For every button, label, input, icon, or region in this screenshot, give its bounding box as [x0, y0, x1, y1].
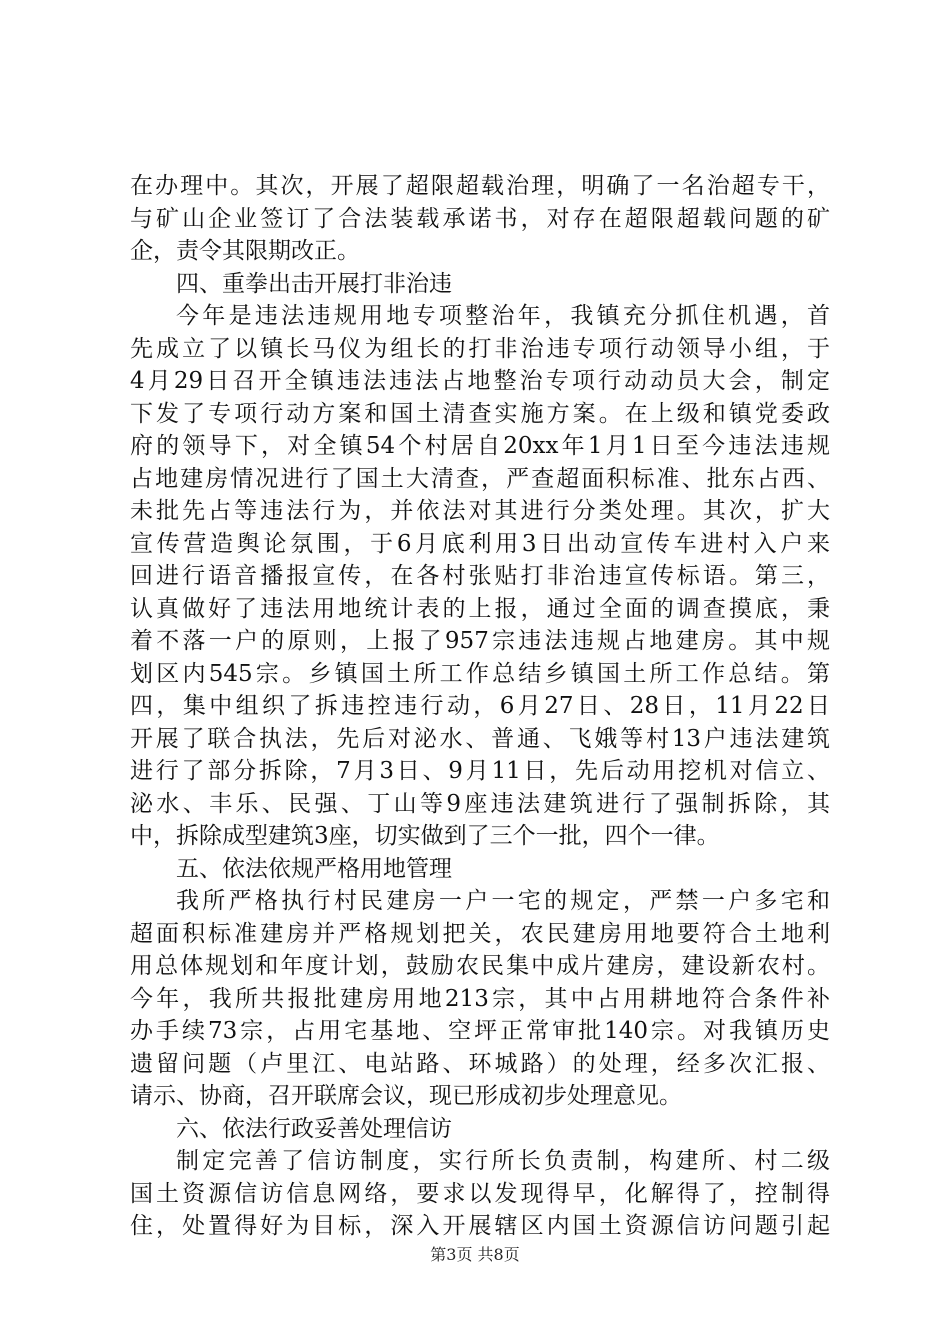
- text-line: 办手续73宗，占用宅基地、空坪正常审批140宗。对我镇历史: [130, 1018, 830, 1044]
- text-line: 开展了联合执法，先后对泌水、普通、飞娥等村13户违法建筑: [130, 725, 830, 752]
- text-line: 中，拆除成型建筑3座，切实做到了三个一批，四个一律。: [130, 823, 720, 849]
- text-line: 认真做好了违法用地统计表的上报，通过全面的调查摸底，秉: [130, 595, 830, 622]
- text-line: 泌水、丰乐、民强、丁山等9座违法建筑进行了强制拆除，其: [130, 790, 830, 817]
- text-line: 着不落一户的原则，上报了957宗违法违规占地建房。其中规: [130, 628, 830, 654]
- text-line: 住，处置得好为目标，深入开展辖区内国土资源信访问题引起: [130, 1213, 830, 1239]
- text-line: 府的领导下，对全镇54个村居自20xx年1月1日至今违法违规: [130, 433, 830, 459]
- text-line: 进行了部分拆除，7月3日、9月11日，先后动用挖机对信立、: [130, 758, 830, 784]
- text-line: 占地建房情况进行了国土大清查，严查超面积标准、批东占西、: [130, 465, 830, 492]
- document-body: [130, 170, 830, 1243]
- text-line: 未批先占等违法行为，并依法对其进行分类处理。其次，扩大: [130, 498, 830, 524]
- text-line: 制定完善了信访制度，实行所长负责制，构建所、村二级: [176, 1148, 830, 1174]
- text-line: 四，集中组织了拆违控违行动，6月27日、28日，11月22日: [130, 693, 830, 719]
- text-line: 与矿山企业签订了合法装载承诺书，对存在超限超载问题的矿: [130, 205, 830, 232]
- text-line: 今年，我所共报批建房用地213宗，其中占用耕地符合条件补: [130, 985, 830, 1012]
- text-line: 超面积标准建房并严格规划把关，农民建房用地要符合土地利: [130, 920, 830, 947]
- text-line: 4月29日召开全镇违法违法占地整治专项行动动员大会，制定: [130, 368, 830, 394]
- text-line: 先成立了以镇长马仪为组长的打非治违专项行动领导小组，于: [130, 335, 830, 362]
- text-line: 在办理中。其次，开展了超限超载治理，明确了一名治超专干，: [130, 173, 830, 199]
- text-line: 企，责令其限期改正。: [130, 238, 360, 264]
- text-line: 回进行语音播报宣传，在各村张贴打非治违宣传标语。第三，: [130, 563, 830, 589]
- text-line: 遗留问题（卢里江、电站路、环城路）的处理，经多次汇报、: [130, 1050, 830, 1077]
- text-line: 六、依法行政妥善处理信访: [176, 1115, 452, 1142]
- text-line: 四、重拳出击开展打非治违: [176, 270, 452, 297]
- text-line: 我所严格执行村民建房一户一宅的规定，严禁一户多宅和: [176, 888, 830, 914]
- text-line: 下发了专项行动方案和国土清查实施方案。在上级和镇党委政: [130, 400, 830, 427]
- text-line: 国土资源信访信息网络，要求以发现得早，化解得了，控制得: [130, 1180, 830, 1207]
- text-line: 宣传营造舆论氛围，于6月底利用3日出动宣传车进村入户来: [130, 530, 830, 557]
- page-footer: 第3页 共8页: [430, 1245, 520, 1264]
- text-line: 今年是违法违规用地专项整治年，我镇充分抓住机遇，首: [176, 303, 830, 329]
- text-line: 请示、协商，召开联席会议，现已形成初步处理意见。: [130, 1083, 682, 1109]
- text-line: 划区内545宗。乡镇国土所工作总结乡镇国土所工作总结。第: [130, 660, 830, 687]
- text-line: 五、依法依规严格用地管理: [176, 855, 452, 882]
- text-line: 用总体规划和年度计划，鼓励农民集中成片建房，建设新农村。: [130, 953, 830, 979]
